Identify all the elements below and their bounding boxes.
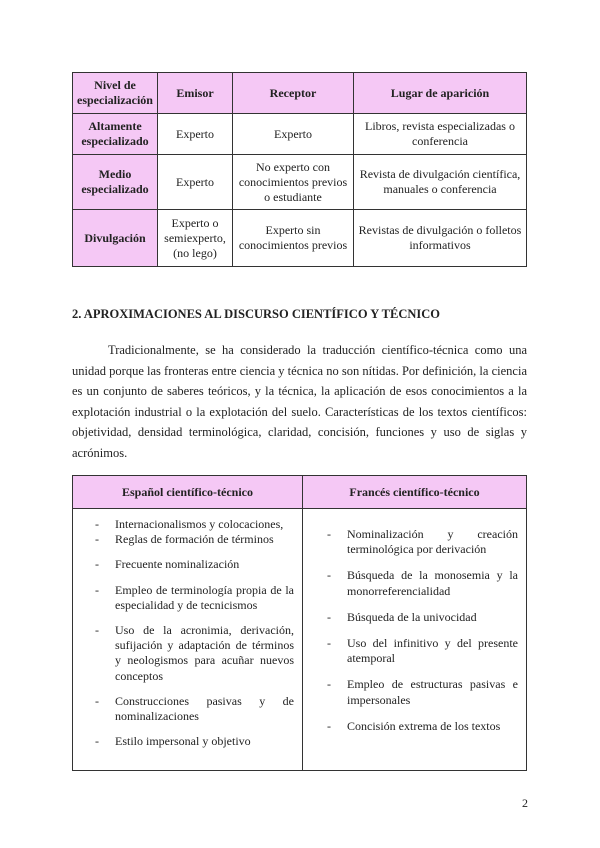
page-number: 2 — [522, 796, 528, 810]
header-french: Francés científico-técnico — [303, 476, 527, 509]
list-item: - Empleo de estructuras pasivas e impersonales — [347, 677, 518, 707]
row-emisor: Experto — [158, 155, 233, 210]
list-item: - Frecuente nominalización — [115, 557, 294, 572]
list-item: - Uso del infinitivo y del presente atemporal — [347, 636, 518, 666]
list-item: - Reglas de formación de términos — [115, 532, 294, 547]
row-emisor: Experto — [158, 114, 233, 155]
spanish-cell — [73, 509, 303, 771]
row-lugar: Revistas de divulgación o folletos informativos — [354, 210, 527, 267]
header-lugar: Lugar de aparición — [354, 73, 527, 114]
row-level: Medio especializado — [73, 155, 158, 210]
list-item: - Empleo de terminología propia de la especialidad y de tecnicismos — [115, 583, 294, 613]
list-item: - Estilo impersonal y objetivo — [115, 734, 294, 749]
row-emisor: Experto o semiexperto, (no lego) — [158, 210, 233, 267]
french-features-list — [347, 527, 518, 734]
table-header-row — [73, 73, 527, 114]
body-paragraph — [72, 340, 527, 464]
row-lugar: Libros, revista especializadas o conferencia — [354, 114, 527, 155]
header-receptor: Receptor — [233, 73, 354, 114]
row-level: Divulgación — [73, 210, 158, 267]
header-spanish: Español científico-técnico — [73, 476, 303, 509]
french-cell — [303, 509, 527, 771]
specialization-table — [72, 72, 527, 267]
spanish-features-list — [115, 517, 294, 749]
row-receptor: Experto sin conocimientos previos — [233, 210, 354, 267]
paragraph-text: Tradicionalmente, se ha considerado la traducción científico-técnica como una unidad porque las fronteras entre ciencia y técnica no son nítidas. Por definición, la ciencia es un conjunto de saberes teóricos, y la técnica, la aplicación de esos conocimientos a la explotación industrial o la explotación del suelo. Características de los textos científicos: objetividad, densidad terminológica, claridad, concisión, funciones y uso de siglas y acrónimos. — [72, 343, 527, 460]
table-header-row — [73, 476, 527, 509]
row-level: Altamente especializado — [73, 114, 158, 155]
header-nivel: Nivel de especialización — [73, 73, 158, 114]
header-emisor: Emisor — [158, 73, 233, 114]
row-receptor: Experto — [233, 114, 354, 155]
list-item: - Búsqueda de la univocidad — [347, 610, 518, 625]
list-item: - Uso de la acronimia, derivación, sufijación y adaptación de términos y neologismos para acuñar nuevos conceptos — [115, 623, 294, 684]
row-receptor: No experto con conocimientos previos o estudiante — [233, 155, 354, 210]
section-title: 2. APROXIMACIONES AL DISCURSO CIENTÍFICO Y TÉCNICO — [72, 307, 441, 321]
list-item: - Internacionalismos y colocaciones, — [115, 517, 294, 532]
list-item: - Nominalización y creación terminológica por derivación — [347, 527, 518, 557]
table-row — [73, 509, 527, 771]
list-item: - Concisión extrema de los textos — [347, 719, 518, 734]
list-item: - Búsqueda de la monosemia y la monorreferencialidad — [347, 568, 518, 598]
list-item: - Construcciones pasivas y de nominalizaciones — [115, 694, 294, 724]
table-row — [73, 155, 527, 210]
row-lugar: Revista de divulgación científica, manuales o conferencia — [354, 155, 527, 210]
comparison-table — [72, 475, 527, 771]
table-row — [73, 210, 527, 267]
table-row — [73, 114, 527, 155]
